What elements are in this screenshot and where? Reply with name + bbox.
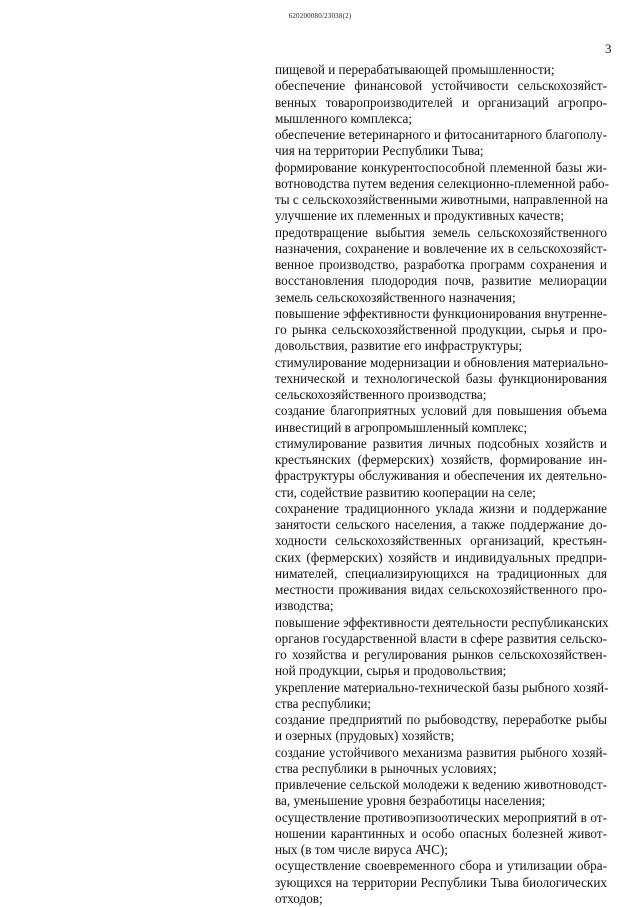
text-line: предотвращение выбытия земель сельскохозяйственного <box>275 224 607 240</box>
text-line: назначения, сохранение и вовлечение их в сельскохозяйст- <box>275 240 607 256</box>
page-number: 3 <box>605 41 612 56</box>
text-line: ских (фермерских) хозяйств и индивидуальных предпри- <box>275 549 607 565</box>
text-line: довольствия, развитие его инфраструктуры; <box>275 338 523 354</box>
body-text <box>275 62 610 907</box>
text-line: ной продукции, сырья и продовольствия; <box>275 663 507 679</box>
text-line: обеспечение финансовой устойчивости сельскохозяйст- <box>275 78 607 94</box>
text-line: обеспечение ветеринарного и фитосанитарного благополу- <box>275 127 607 142</box>
text-line: органов государственной власти в сфере развития сельско- <box>275 630 607 646</box>
text-line: осуществление своевременного сбора и утилизации обра- <box>275 858 607 874</box>
text-line: ва, уменьшение уровня безработицы населения; <box>275 793 546 809</box>
text-line: создание благоприятных условий для повышения объема <box>275 403 607 419</box>
text-line: ходности сельскохозяйственных организаций, крестьян- <box>275 533 607 549</box>
text-line: повышение эффективности функционирования внутренне- <box>275 305 607 321</box>
text-line: ства республики в рыночных условиях; <box>275 760 497 776</box>
text-line: пищевой и перерабатывающей промышленности; <box>275 62 555 77</box>
text-line: венных товаропроизводителей и организаций агропро- <box>275 94 607 110</box>
text-line: укрепление материально-технической базы рыбного хозяй- <box>275 679 609 695</box>
text-line: создание устойчивого механизма развития рыбного хозяй- <box>275 744 607 760</box>
text-line: нимателей, специализирующихся на традиционных для <box>275 565 607 581</box>
text-line: занятости сельского населения, а также поддержание до- <box>275 517 607 532</box>
text-line: сельскохозяйственного производства; <box>275 387 487 402</box>
text-line: земель сельскохозяйственного назначения; <box>275 289 516 305</box>
text-line: чия на территории Республики Тыва; <box>275 143 484 159</box>
text-line: инвестиций в агропромышленный комплекс; <box>275 419 528 435</box>
text-line: привлечение сельской молодежи к ведению животноводст- <box>275 777 607 792</box>
text-line: ты с сельскохозяйственными животными, направленной на <box>275 192 608 207</box>
text-line: и озерных (прудовых) хозяйств; <box>275 728 455 744</box>
text-line: стимулирование развития личных подсобных хозяйств и <box>275 435 607 451</box>
text-line: осуществление противоэпизоотических мероприятий в от- <box>275 809 607 825</box>
text-line: венное производство, разработка программ сохранения и <box>275 257 607 272</box>
text-line: го рынка сельскохозяйственной продукции, сырья и про- <box>275 322 607 337</box>
text-line: стимулирование модернизации и обновления материально- <box>275 354 609 370</box>
text-line: ных (в том числе вируса АЧС); <box>275 842 448 857</box>
text-line: местности проживания видах сельскохозяйственного про- <box>275 582 607 597</box>
text-line: технической и технологической базы функционирования <box>275 370 607 386</box>
text-line: ношении карантинных и особо опасных болезней живот- <box>275 825 607 841</box>
text-line: мышленного комплекса; <box>275 110 412 126</box>
text-line: восстановления плодородия почв, развитие мелиорации <box>275 273 607 289</box>
text-line: сти, содействие развитию кооперации на селе; <box>275 484 536 500</box>
text-line: формирование конкурентоспособной племенной базы жи- <box>275 159 607 175</box>
text-line: го хозяйства и регулирования рынков сельскохозяйствен- <box>275 647 607 662</box>
text-line: крестьянских (фермерских) хозяйств, формирование ин- <box>275 452 607 467</box>
text-line: изводства; <box>275 598 334 614</box>
text-line: вотноводства путем ведения селекционно-племенной рабо- <box>275 175 610 191</box>
text-line: зующихся на территории Республики Тыва биологических <box>275 874 607 890</box>
text-line: фраструктуры обслуживания и обеспечения их деятельно- <box>275 468 607 484</box>
text-line: ства республики; <box>275 695 372 711</box>
text-line: улучшение их племенных и продуктивных качеств; <box>275 208 565 224</box>
document-code: 620200080/23038(2) <box>288 12 352 20</box>
text-line: повышение эффективности деятельности республиканских <box>275 614 609 630</box>
text-line: создание предприятий по рыбоводству, переработке рыбы <box>275 712 607 727</box>
text-line: отходов; <box>275 890 323 906</box>
text-line: сохранение традиционного уклада жизни и поддержание <box>275 500 607 516</box>
